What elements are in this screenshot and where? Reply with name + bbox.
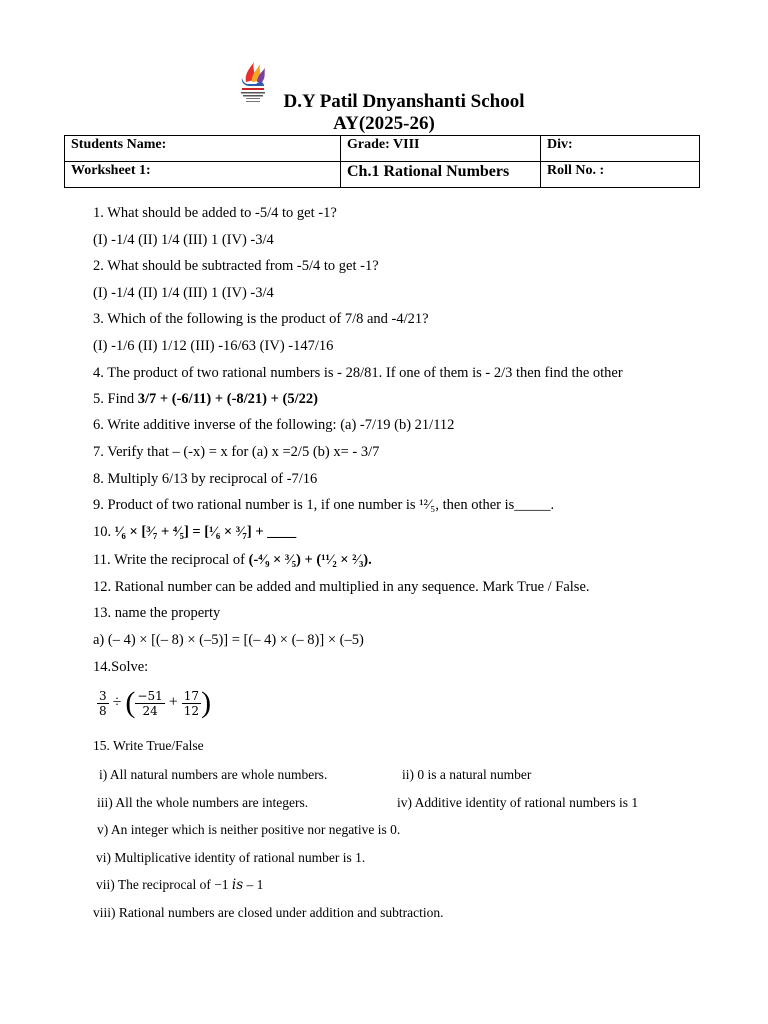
question-1-options: (I) -1/4 (II) 1/4 (III) 1 (IV) -3/4 bbox=[93, 232, 274, 248]
tf-item-vii: vii) The reciprocal of −1 𝑖𝑠 – 1 bbox=[96, 877, 264, 892]
question-6: 6. Write additive inverse of the following: (a) -7/19 (b) 21/112 bbox=[93, 417, 455, 433]
question-13: 13. name the property bbox=[93, 605, 221, 621]
question-12: 12. Rational number can be added and multiplied in any sequence. Mark True / False. bbox=[93, 579, 590, 595]
tf-item-i: i) All natural numbers are whole numbers. bbox=[99, 767, 328, 782]
fraction-3-8: $\frac{3}{8}$ bbox=[99, 688, 107, 718]
question-8: 8. Multiply 6/13 by reciprocal of -7/16 bbox=[93, 471, 318, 487]
question-10 bbox=[93, 524, 296, 541]
left-paren: ( bbox=[125, 686, 136, 719]
question-14: 14.Solve: bbox=[93, 659, 149, 675]
question-10-expression: ¹⁄₆ × [³⁄₇ + ⁴⁄₅] = [¹⁄₆ × ³⁄₇] + ____ bbox=[114, 524, 297, 540]
question-2: 2. What should be subtracted from -5/4 to get -1? bbox=[93, 258, 379, 274]
question-3: 3. Which of the following is the product of 7/8 and -4/21? bbox=[93, 311, 429, 327]
question-13-a: a) (– 4) × [(– 8) × (–5)] = [(– 4) × (– 8)] × (–5) bbox=[93, 632, 364, 648]
plus-sign: + bbox=[168, 693, 178, 711]
school-name: D.Y Patil Dnyanshanti School bbox=[283, 91, 525, 112]
div-cell[interactable]: Div: bbox=[541, 136, 700, 162]
tf-item-iv: iv) Additive identity of rational numbers is 1 bbox=[397, 795, 639, 810]
question-9: 9. Product of two rational number is 1, if one number is ¹²⁄₅, then other is_____. bbox=[93, 497, 555, 513]
question-4: 4. The product of two rational numbers is - 28/81. If one of them is - 2/3 then find the other bbox=[93, 365, 623, 381]
question-15: 15. Write True/False bbox=[93, 738, 204, 753]
fraction-17-12: $\frac{17}{12}$ bbox=[183, 688, 200, 718]
question-11-prefix: 11. Write the reciprocal of bbox=[93, 552, 249, 568]
question-5-expression: 3/7 + (-6/11) + (-8/21) + (5/22) bbox=[137, 391, 318, 407]
question-2-options: (I) -1/4 (II) 1/4 (III) 1 (IV) -3/4 bbox=[93, 285, 274, 301]
question-11-expression: (-⁴⁄₉ × ³⁄₅) + (¹¹⁄₂ × ²⁄₃). bbox=[248, 552, 372, 568]
question-5-prefix: 5. Find bbox=[93, 391, 138, 407]
question-14-expression bbox=[97, 686, 211, 720]
worksheet-cell: Worksheet 1: bbox=[65, 162, 341, 188]
question-7: 7. Verify that – (-x) = x for (a) x =2/5 (b) x= - 3/7 bbox=[93, 444, 380, 460]
question-1: 1. What should be added to -5/4 to get -1? bbox=[93, 205, 337, 221]
chapter-cell: Ch.1 Rational Numbers bbox=[341, 162, 541, 188]
tf-item-v: v) An integer which is neither positive nor negative is 0. bbox=[97, 822, 401, 837]
fraction-neg51-24: $\frac{-51}{24}$ bbox=[137, 688, 163, 718]
tf-item-ii: ii) 0 is a natural number bbox=[402, 767, 532, 782]
roll-no-cell[interactable]: Roll No. : bbox=[541, 162, 700, 188]
tf-item-vi: vi) Multiplicative identity of rational number is 1. bbox=[96, 850, 366, 865]
question-3-options: (I) -1/6 (II) 1/12 (III) -16/63 (IV) -147/16 bbox=[93, 338, 334, 354]
grade-cell: Grade: VIII bbox=[341, 136, 541, 162]
right-paren: ) bbox=[201, 686, 212, 719]
student-info-table bbox=[64, 135, 700, 188]
tf-item-iii: iii) All the whole numbers are integers. bbox=[97, 795, 309, 810]
tf-item-viii: viii) Rational numbers are closed under addition and subtraction. bbox=[93, 905, 444, 920]
students-name-cell[interactable]: Students Name: bbox=[65, 136, 341, 162]
question-11 bbox=[93, 552, 372, 569]
divide-sign: ÷ bbox=[112, 693, 122, 711]
academic-year: AY(2025-26) bbox=[333, 113, 435, 134]
question-5 bbox=[93, 391, 318, 408]
question-10-prefix: 10. bbox=[93, 524, 115, 540]
